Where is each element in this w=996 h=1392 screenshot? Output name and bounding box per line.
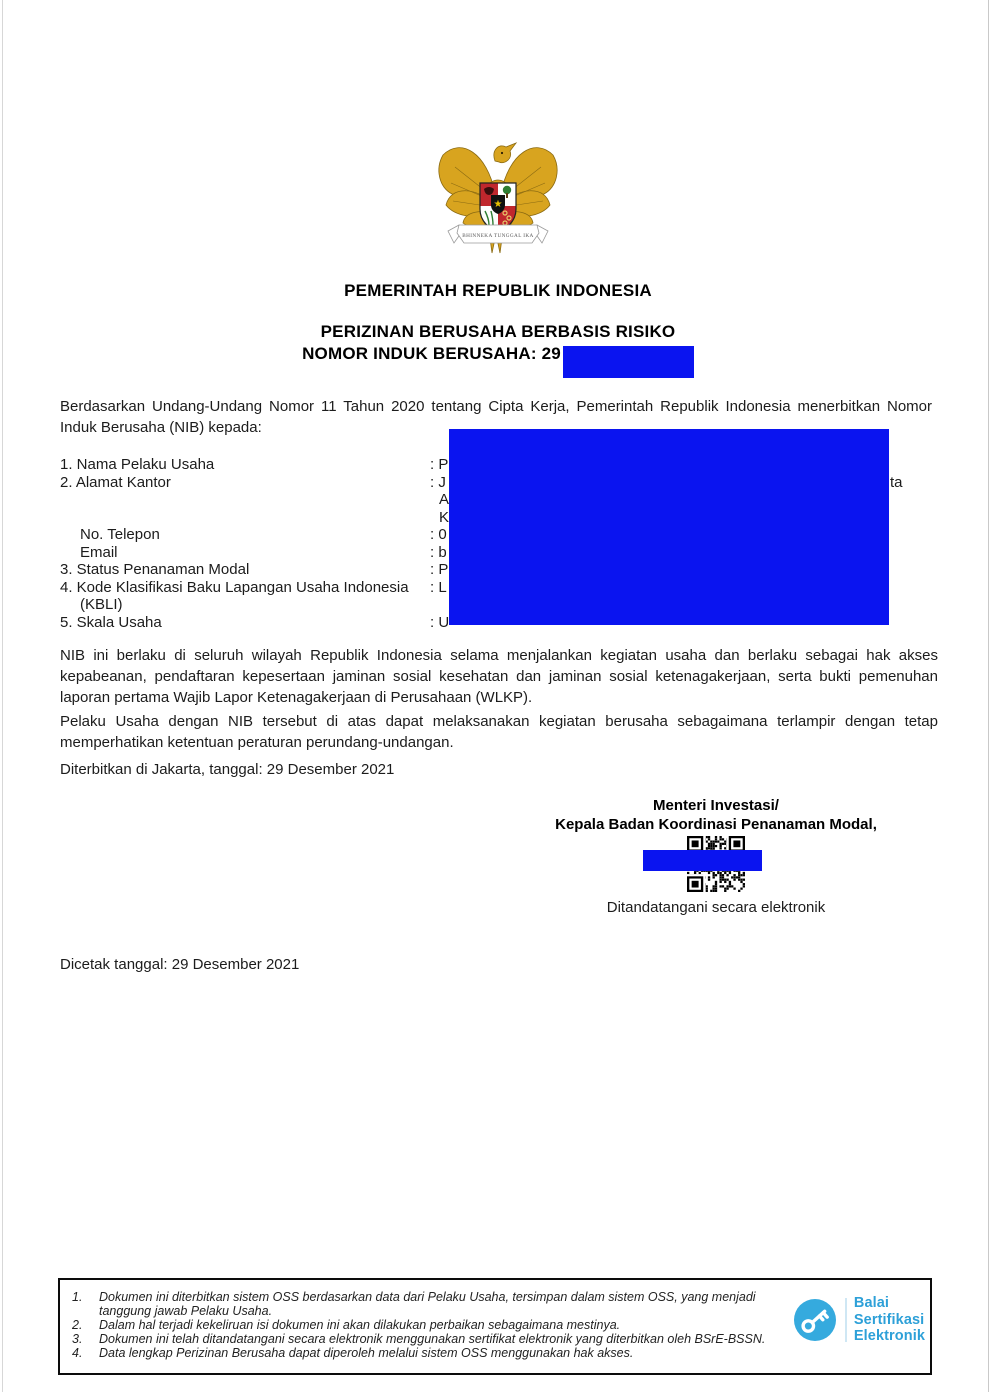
svg-text:★: ★	[493, 199, 503, 210]
field-label: 1. Nama Pelaku Usaha	[60, 456, 215, 473]
footnote-text: Dalam hal terjadi kekeliruan isi dokumen ini akan dilakukan perbaikan sebagaimana mestinya.	[99, 1317, 621, 1332]
government-title: PEMERINTAH REPUBLIK INDONESIA	[344, 281, 652, 300]
logo-line-2: Sertifikasi	[853, 1311, 925, 1328]
redaction-overlay-qr	[643, 850, 762, 871]
intro-paragraph: Berdasarkan Undang-Undang Nomor 11 Tahun 2020 tentang Cipta Kerja, Pemerintah Republik Indonesia menerbitkan Nomor Induk Berusaha (NIB) kepada:	[60, 398, 932, 436]
logo-divider	[845, 1298, 847, 1342]
garuda-pancasila-emblem	[435, 127, 561, 257]
footnote-text: Data lengkap Perizinan Berusaha dapat diperoleh melalui sistem OSS menggunakan hak akses.	[99, 1345, 634, 1360]
footnote-list	[72, 1291, 778, 1361]
footnote-text: Dokumen ini diterbitkan sistem OSS berdasarkan data dari Pelaku Usaha, tersimpan dalam sistem OSS, yang menjadi tanggung jawab Pelaku Usaha.	[99, 1290, 756, 1318]
footnote-item	[72, 1333, 778, 1347]
scan-edge-left	[2, 0, 3, 1392]
signature-block	[540, 797, 892, 916]
footnote-item	[72, 1319, 778, 1333]
field-label: 2. Alamat Kantor	[60, 473, 171, 491]
logo-text	[854, 1295, 925, 1345]
field-value: : b	[430, 543, 447, 561]
redaction-overlay-values	[449, 429, 889, 625]
motto-text: BHINNEKA TUNGGAL IKA	[462, 233, 534, 239]
signer-title-2: Kepala Badan Koordinasi Penanaman Modal,	[555, 815, 877, 833]
footnote-number: 1.	[72, 1290, 83, 1304]
scan-edge-right	[988, 0, 989, 1392]
footnote-item	[72, 1291, 778, 1319]
field-label: 4. Kode Klasifikasi Baku Lapangan Usaha Indonesia	[60, 578, 409, 596]
field-label: Email	[80, 543, 118, 561]
footnote-number: 2.	[72, 1317, 83, 1332]
key-icon	[792, 1297, 838, 1343]
field-value: : J	[430, 473, 446, 491]
field-label: No. Telepon	[80, 526, 160, 543]
field-label: (KBLI)	[80, 596, 123, 613]
field-value: : P	[430, 561, 449, 578]
footnote-number: 3.	[72, 1331, 83, 1346]
electronic-signature-note: Ditandatangani secara elektronik	[606, 899, 826, 916]
motto-banner	[448, 225, 548, 243]
redaction-overlay-nib	[563, 346, 694, 378]
field-value: : 0	[430, 526, 447, 543]
usage-paragraph: Pelaku Usaha dengan NIB tersebut di atas dapat melaksanakan kegiatan berusaha sebagaimana terlampir dengan tetap memperhatikan ketentuan peraturan perundang-undangan.	[60, 713, 938, 751]
field-value: : L	[430, 578, 447, 596]
field-value: : U	[430, 613, 450, 631]
footnote-number: 4.	[72, 1345, 83, 1360]
field-value: A	[439, 491, 450, 508]
field-label	[60, 491, 430, 509]
field-label	[60, 509, 430, 527]
nib-number-text: NOMOR INDUK BERUSAHA: 29	[302, 344, 561, 363]
field-label: 3. Status Penanaman Modal	[60, 561, 250, 578]
logo-line-3: Elektronik	[853, 1328, 925, 1344]
printed-date-line: Dicetak tanggal: 29 Desember 2021	[60, 956, 300, 973]
signer-title-1: Menteri Investasi/	[653, 797, 779, 814]
document-title: PERIZINAN BERUSAHA BERBASIS RISIKO	[320, 322, 676, 341]
issued-date-line: Diterbitkan di Jakarta, tanggal: 29 Desember 2021	[60, 761, 395, 778]
qr-wrap	[540, 836, 892, 892]
pancasila-shield	[480, 183, 516, 231]
field-value-fragment: ta	[890, 473, 903, 491]
field-label: 5. Skala Usaha	[60, 613, 162, 631]
footnote-box	[58, 1278, 932, 1375]
footnote-item	[72, 1347, 778, 1361]
field-value: : P	[430, 456, 449, 473]
field-value: K	[439, 508, 450, 526]
bsre-logo	[792, 1295, 925, 1345]
nib-number-line	[0, 344, 996, 378]
footnote-text: Dokumen ini telah ditandatangani secara elektronik menggunakan sertifikat elektronik yang diterbitkan oleh BSrE-BSSN.	[99, 1331, 766, 1346]
logo-line-1: Balai	[853, 1295, 890, 1311]
validity-paragraph: NIB ini berlaku di seluruh wilayah Republik Indonesia selama menjalankan kegiatan usaha dan berlaku sebagai hak akses kepabeanan, pendaftaran kepesertaan jaminan sosial kesehatan dan jaminan sosial ketenagakerjaan, serta bukti pemenuhan laporan pertama Wajib Lapor Ketenagakerjaan di Perusahaan (WLKP).	[60, 647, 938, 706]
